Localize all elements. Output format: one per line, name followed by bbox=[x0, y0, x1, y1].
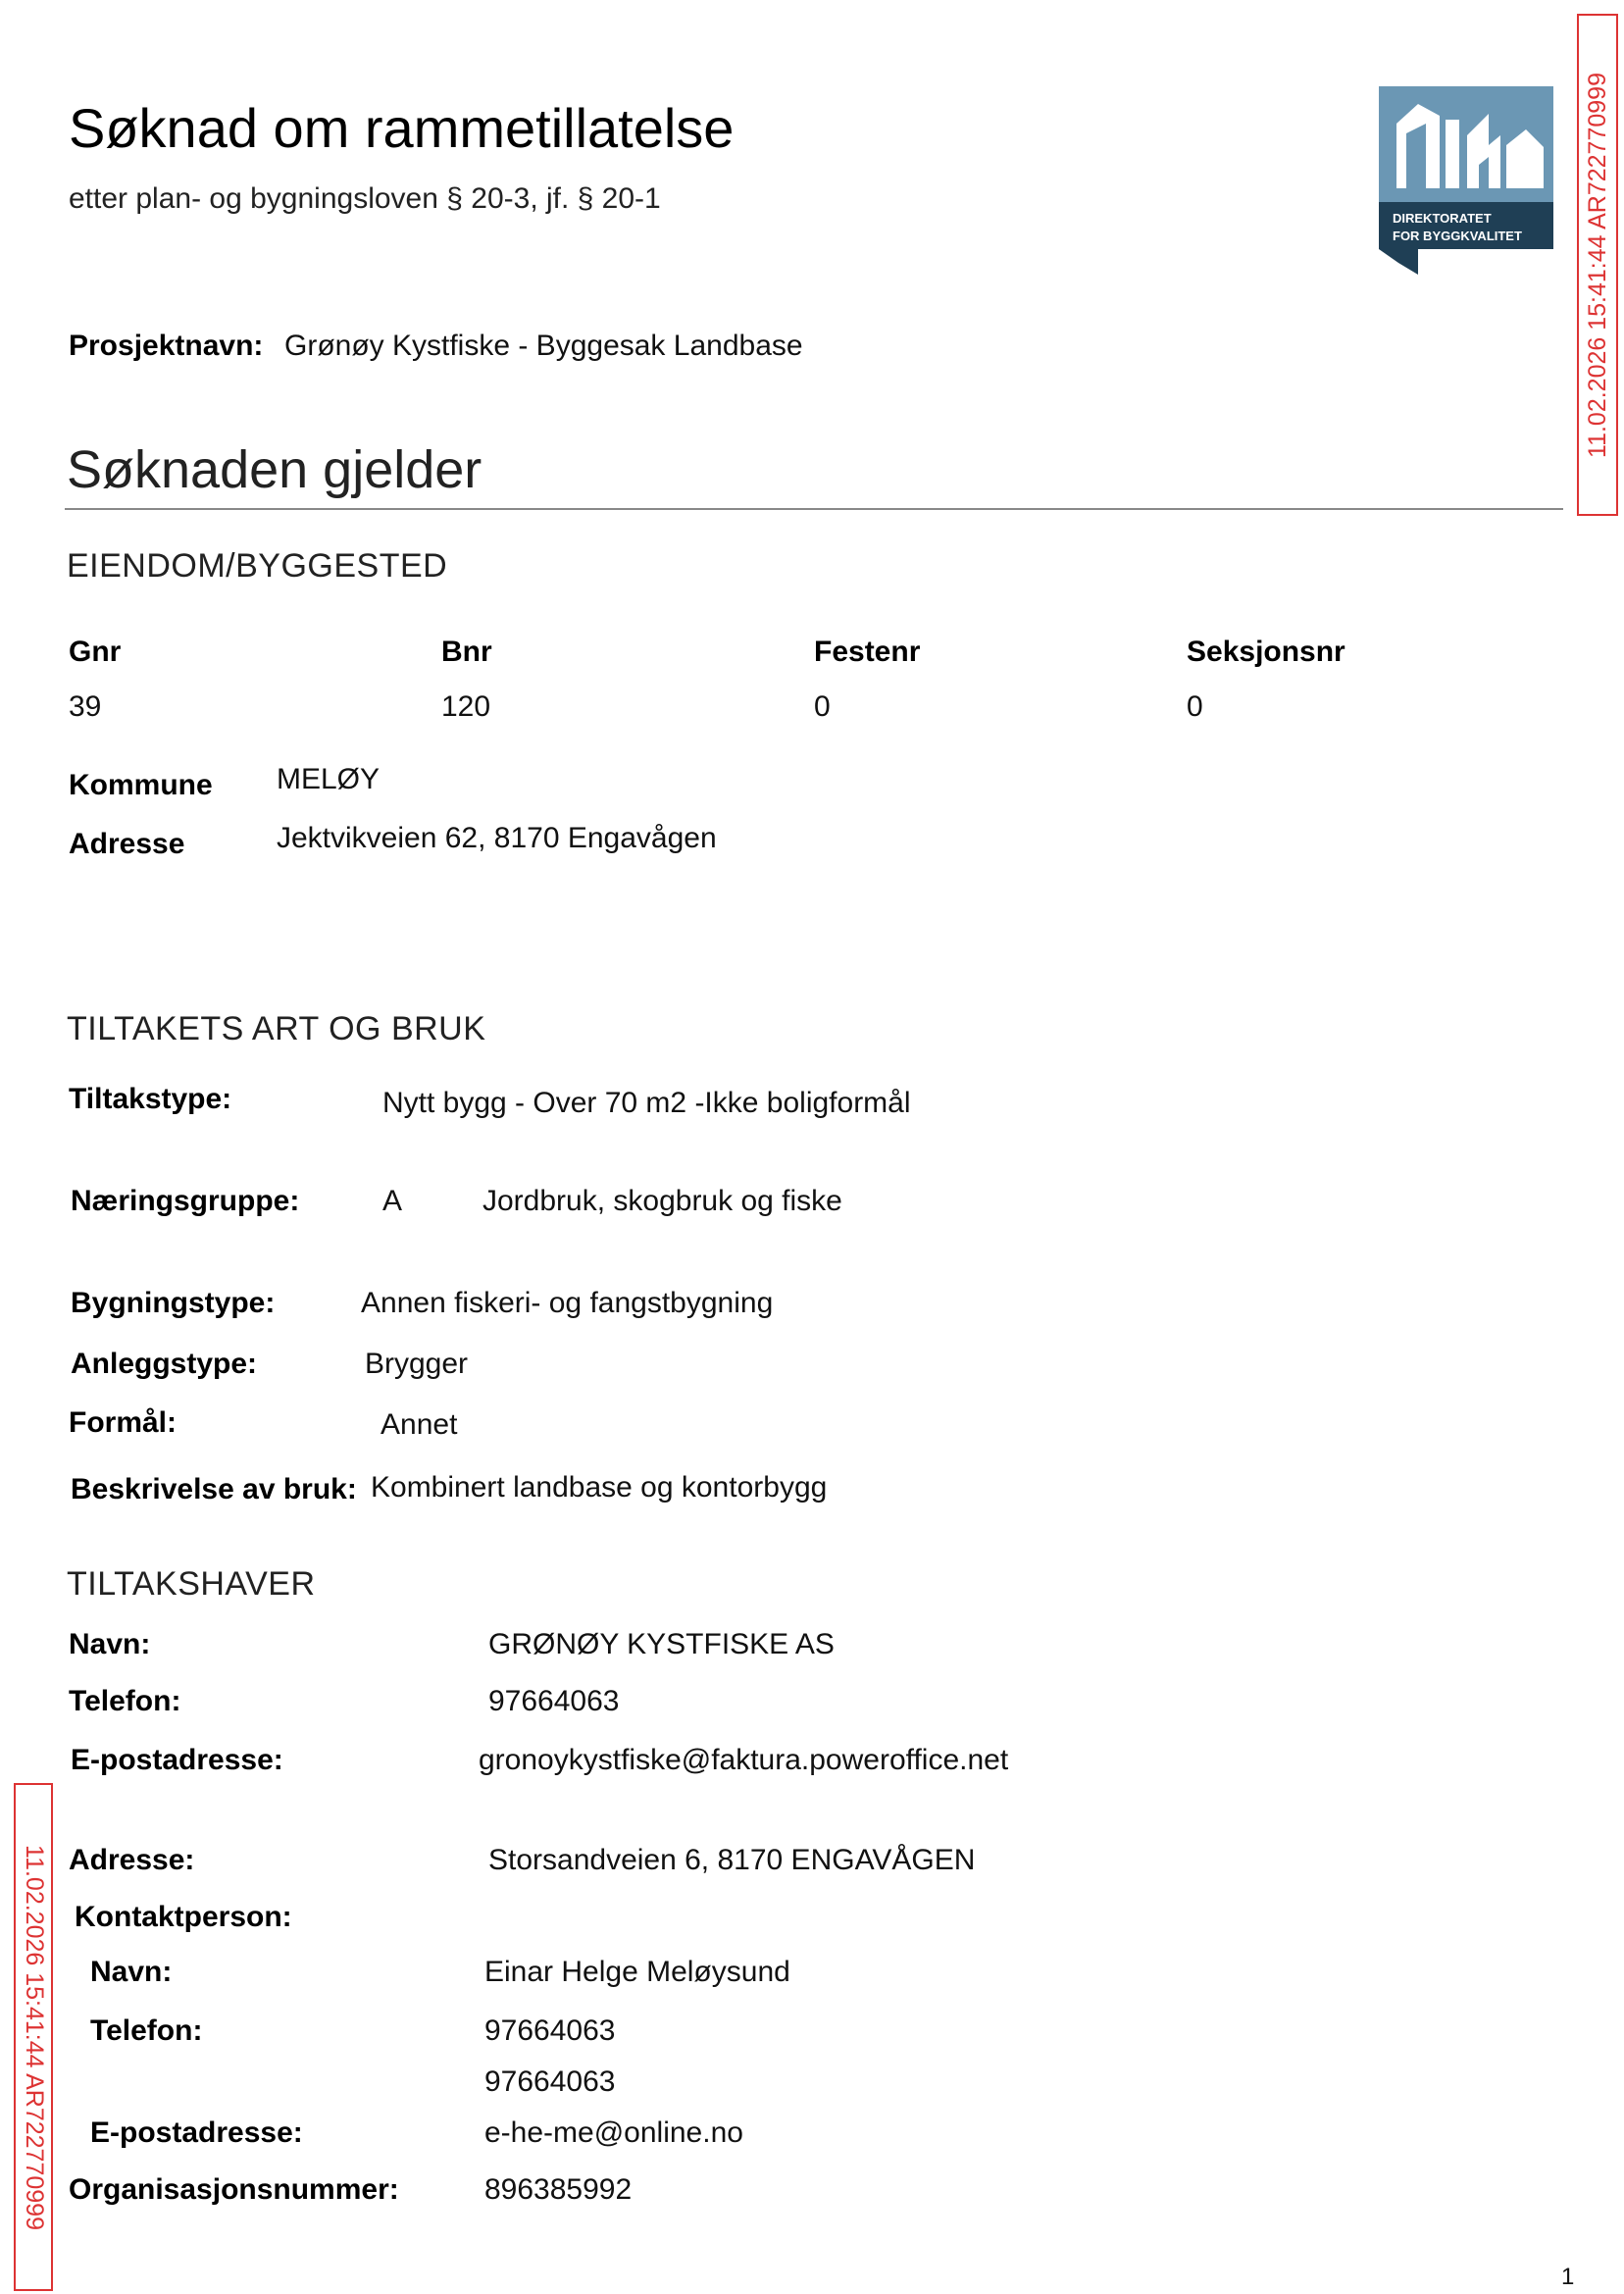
tiltakstype-value: Nytt bygg - Over 70 m2 -Ikke boligformål bbox=[382, 1087, 911, 1119]
gnr-value: 39 bbox=[69, 690, 102, 723]
owner-name-label: Navn: bbox=[69, 1628, 151, 1660]
dibk-logo bbox=[1379, 86, 1553, 275]
section-divider bbox=[65, 508, 1563, 510]
contact-email-label: E-postadresse: bbox=[90, 2116, 303, 2149]
formal-value: Annet bbox=[381, 1408, 458, 1441]
anleggstype-label: Anleggstype: bbox=[71, 1348, 258, 1380]
owner-address-value: Storsandveien 6, 8170 ENGAVÅGEN bbox=[488, 1844, 976, 1876]
owner-phone-value: 97664063 bbox=[488, 1685, 620, 1717]
document-subtitle: etter plan- og bygningsloven § 20-3, jf. § 20-1 bbox=[69, 182, 661, 215]
beskrivelse-value: Kombinert landbase og kontorbygg bbox=[371, 1471, 828, 1504]
seksjonsnr-value: 0 bbox=[1187, 690, 1203, 723]
contact-phone-label: Telefon: bbox=[90, 2014, 203, 2047]
kommune-value: MELØY bbox=[277, 763, 381, 795]
section-title: Søknaden gjelder bbox=[67, 440, 482, 499]
contact-email-value: e-he-me@online.no bbox=[484, 2116, 743, 2149]
kommune-label: Kommune bbox=[69, 769, 213, 801]
owner-heading: TILTAKSHAVER bbox=[67, 1565, 316, 1603]
document-title: Søknad om rammetillatelse bbox=[69, 97, 735, 159]
logo-text-line2: FOR BYGGKVALITET bbox=[1393, 229, 1522, 243]
logo-text-line1: DIREKTORATET bbox=[1393, 211, 1492, 226]
gnr-label: Gnr bbox=[69, 636, 122, 668]
festenr-label: Festenr bbox=[814, 636, 921, 668]
received-stamp-left bbox=[14, 1783, 53, 2291]
contact-name-value: Einar Helge Meløysund bbox=[484, 1956, 790, 1988]
owner-phone-label: Telefon: bbox=[69, 1685, 181, 1717]
naeringsgruppe-code: A bbox=[382, 1185, 403, 1217]
orgnr-label: Organisasjonsnummer: bbox=[69, 2173, 399, 2206]
contact-phone-value: 97664063 bbox=[484, 2014, 616, 2047]
beskrivelse-label: Beskrivelse av bruk: bbox=[71, 1473, 357, 1505]
received-stamp-left-text: 11.02.2026 15:41:44 AR722770999 bbox=[20, 1844, 48, 2230]
festenr-value: 0 bbox=[814, 690, 831, 723]
owner-name-value: GRØNØY KYSTFISKE AS bbox=[488, 1628, 835, 1660]
anleggstype-value: Brygger bbox=[365, 1348, 469, 1380]
contact-name-label: Navn: bbox=[90, 1956, 173, 1988]
seksjonsnr-label: Seksjonsnr bbox=[1187, 636, 1345, 668]
adresse-value: Jektvikveien 62, 8170 Engavågen bbox=[277, 822, 717, 854]
owner-email-value: gronoykystfiske@faktura.poweroffice.net bbox=[479, 1744, 1009, 1776]
measure-heading: TILTAKETS ART OG BRUK bbox=[67, 1010, 486, 1047]
contact-phone-value-2: 97664063 bbox=[484, 2065, 616, 2098]
adresse-label: Adresse bbox=[69, 828, 185, 860]
page-number: 1 bbox=[1561, 2264, 1575, 2290]
tiltakstype-label: Tiltakstype: bbox=[69, 1083, 232, 1115]
naeringsgruppe-label: Næringsgruppe: bbox=[71, 1185, 300, 1217]
received-stamp-top bbox=[1577, 14, 1618, 516]
orgnr-value: 896385992 bbox=[484, 2173, 633, 2206]
bnr-value: 120 bbox=[441, 690, 491, 723]
owner-address-label: Adresse: bbox=[69, 1844, 195, 1876]
project-name-label: Prosjektnavn: bbox=[69, 330, 264, 362]
formal-label: Formål: bbox=[69, 1406, 178, 1439]
bygningstype-value: Annen fiskeri- og fangstbygning bbox=[361, 1287, 774, 1319]
received-stamp-top-text: 11.02.2026 15:41:44 AR722770999 bbox=[1583, 72, 1611, 458]
owner-email-label: E-postadresse: bbox=[71, 1744, 283, 1776]
contact-person-label: Kontaktperson: bbox=[75, 1901, 292, 1933]
project-name-value: Grønøy Kystfiske - Byggesak Landbase bbox=[284, 330, 803, 362]
bnr-label: Bnr bbox=[441, 636, 492, 668]
property-heading: EIENDOM/BYGGESTED bbox=[67, 547, 448, 585]
naeringsgruppe-value: Jordbruk, skogbruk og fiske bbox=[482, 1185, 842, 1217]
bygningstype-label: Bygningstype: bbox=[71, 1287, 276, 1319]
